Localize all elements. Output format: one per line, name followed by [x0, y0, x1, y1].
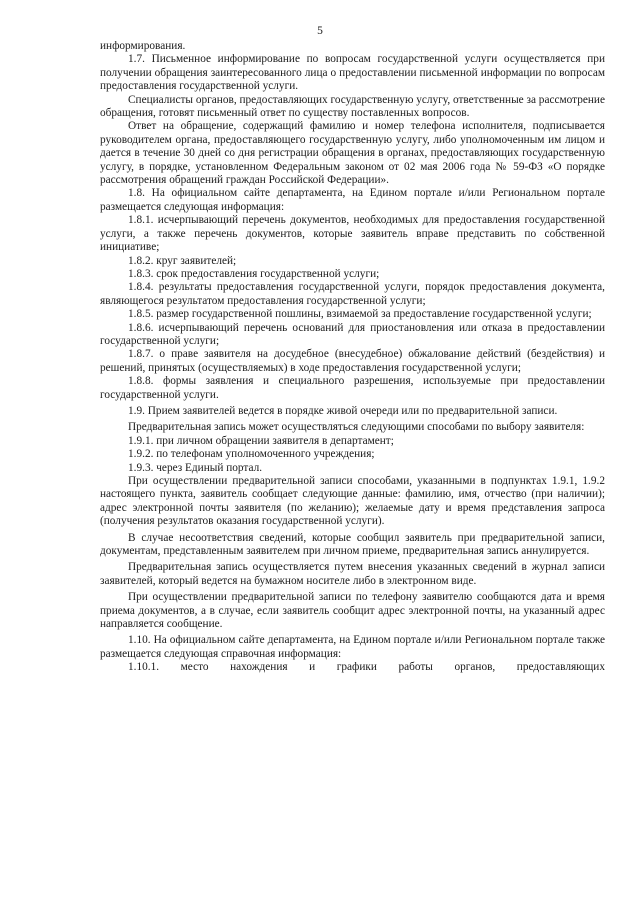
- paragraph: 1.9. Прием заявителей ведется в порядке живой очереди или по предварительной записи.: [128, 404, 558, 417]
- page-number: 5: [317, 25, 323, 37]
- paragraph: 1.8.8. формы заявления и специального разрешения, используемые при предоставлении государственной услуги.: [100, 375, 605, 401]
- paragraph: Предварительная запись осуществляется путем внесения указанных сведений в журнал записи заявителей, который ведется на бумажном носителе либо в электронном виде.: [100, 561, 605, 587]
- paragraph: Предварительная запись может осуществляться следующими способами по выбору заявителя:: [128, 421, 585, 434]
- paragraph: 1.9.2. по телефонам уполномоченного учреждения;: [128, 448, 375, 461]
- paragraph: 1.8.4. результаты предоставления государственной услуги, порядок предоставления документа, являющегося результатом предоставления государственной услуги;: [100, 281, 605, 307]
- paragraph: 1.10. На официальном сайте департамента, на Едином портале и/или Региональном портале также размещается следующая справочная информация:: [100, 634, 605, 660]
- paragraph: При осуществлении предварительной записи способами, указанными в подпунктах 1.9.1, 1.9.2 настоящего пункта, заявитель сообщает следующие данные: фамилию, имя, отчество (при наличии); адрес электронной почты заявителя (по желанию); желаемые дату и время представления запроса (получения результатов оказания государственной услуги).: [100, 475, 605, 528]
- paragraph: Ответ на обращение, содержащий фамилию и номер телефона исполнителя, подписывается руководителем органа, предоставляющего государственную услугу, либо уполномоченным им лицом и дается в течение 30 дней со дня регистрации обращения в органах, предоставляющих государственную услугу, в порядке, установленном Федеральным законом от 02 мая 2006 года № 59-ФЗ «О порядке рассмотрения обращений граждан Российской Федерации».: [100, 120, 605, 187]
- paragraph: 1.9.1. при личном обращении заявителя в департамент;: [128, 434, 394, 447]
- paragraph: 1.8.7. о праве заявителя на досудебное (внесудебное) обжалование действий (бездействия) и решений, принятых (осуществляемых) в ходе предоставления государственной услуги;: [100, 348, 605, 374]
- document-body: [100, 40, 605, 675]
- paragraph: 1.9.3. через Единый портал.: [128, 461, 263, 474]
- paragraph: 1.7. Письменное информирование по вопросам государственной услуги осуществляется при получении обращения заинтересованного лица о предоставлении письменной информации по вопросам предоставления государственной услуги.: [100, 53, 605, 93]
- paragraph: информирования.: [100, 40, 186, 52]
- paragraph: При осуществлении предварительной записи по телефону заявителю сообщаются дата и время приема документов, а в случае, если заявитель сообщит адрес электронной почты, на указанный адрес направляется сообщение.: [100, 591, 605, 631]
- paragraph: 1.8.5. размер государственной пошлины, взимаемой за предоставление государственной услуги;: [128, 308, 592, 321]
- paragraph: Специалисты органов, предоставляющих государственную услугу, ответственные за рассмотрение обращения, готовят письменный ответ по существу поставленных вопросов.: [100, 93, 605, 120]
- paragraph: 1.8.2. круг заявителей;: [128, 254, 237, 267]
- paragraph: 1.8.3. срок предоставления государственной услуги;: [128, 267, 380, 280]
- paragraph: В случае несоответствия сведений, которые сообщил заявитель при предварительной записи, документам, представленным заявителем при личном приеме, предварительная запись аннулируется.: [100, 531, 605, 558]
- paragraph: 1.8.1. исчерпывающий перечень документов, необходимых для предоставления государственной услуги, а также перечень документов, которые заявитель вправе представить по собственной инициативе;: [100, 214, 605, 254]
- paragraph: 1.8.6. исчерпывающий перечень оснований для приостановления или отказа в предоставлении государственной услуги;: [100, 321, 605, 347]
- paragraph: 1.8. На официальном сайте департамента, на Едином портале и/или Региональном портале размещается следующая информация:: [100, 187, 605, 213]
- paragraph: 1.10.1. место нахождения и графики работы органов, предоставляющих: [128, 661, 605, 674]
